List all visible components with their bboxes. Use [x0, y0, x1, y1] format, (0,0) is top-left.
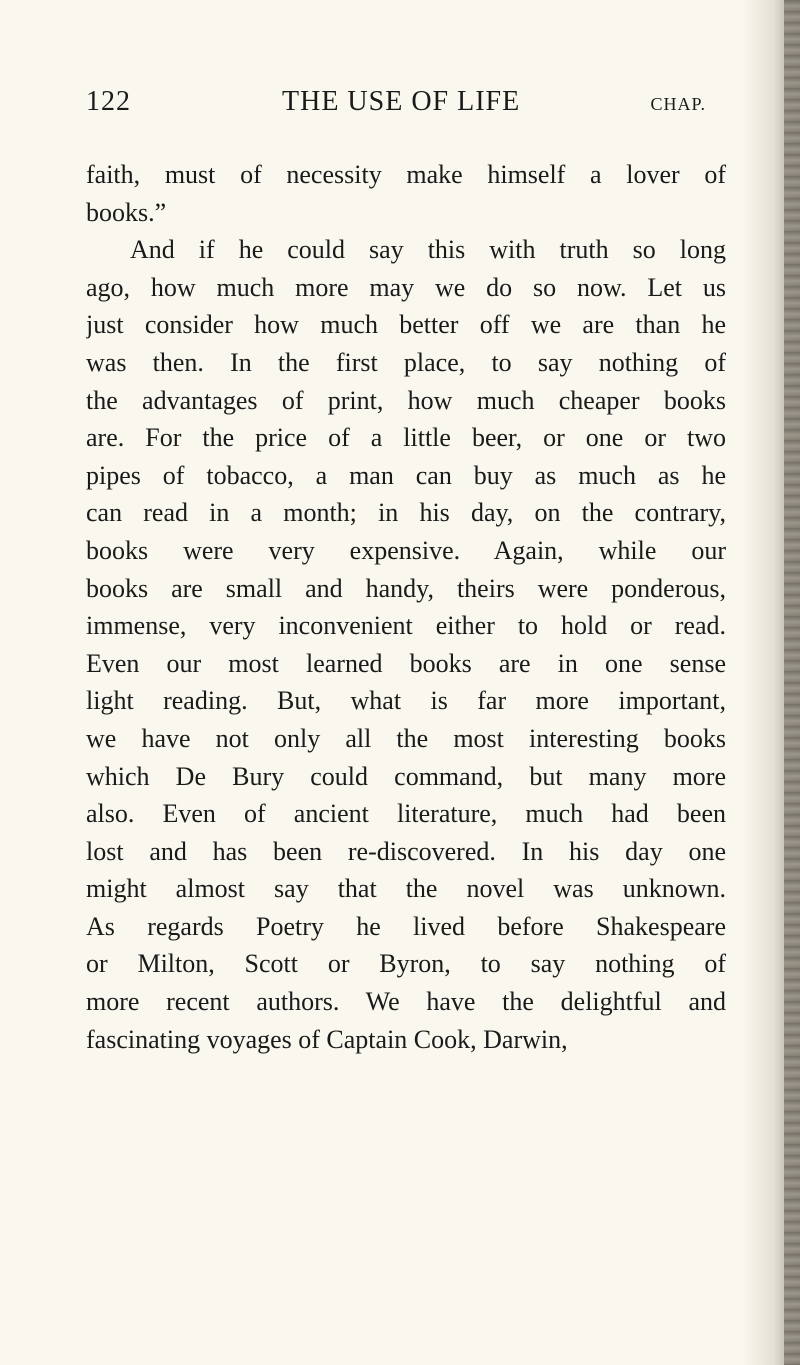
text-line: As regards Poetry he lived before Shakespeare	[86, 911, 726, 941]
text-line: which De Bury could command, but many more	[86, 761, 726, 791]
text-line: lost and has been re-discovered. In his day one	[86, 836, 726, 866]
text-line: pipes of tobacco, a man can buy as much as he	[86, 460, 726, 490]
text-line: are. For the price of a little beer, or one or two	[86, 423, 726, 453]
text-line: or Milton, Scott or Byron, to say nothing of	[86, 949, 726, 979]
text-line: more recent authors. We have the delightful and	[86, 987, 726, 1017]
text-line: faith, must of necessity make himself a lover of	[86, 160, 726, 189]
text-line: also. Even of ancient literature, much had been	[86, 799, 726, 829]
text-line: can read in a month; in his day, on the contrary,	[86, 498, 726, 528]
text-line: And if he could say this with truth so long	[130, 235, 726, 265]
text-line: books were very expensive. Again, while our	[86, 535, 726, 565]
text-line: light reading. But, what is far more important,	[86, 686, 726, 716]
text-line: just consider how much better off we are than he	[86, 310, 726, 340]
text-line: the advantages of print, how much cheaper books	[86, 385, 726, 415]
text-line: fascinating voyages of Captain Cook, Darwin,	[86, 1024, 568, 1054]
text-line: books are small and handy, theirs were ponderous,	[86, 573, 726, 603]
text-line: Even our most learned books are in one sense	[86, 648, 726, 678]
page-header	[86, 86, 706, 126]
running-title: THE USE OF LIFE	[282, 86, 521, 117]
text-line: ago, how much more may we do so now. Let us	[86, 272, 726, 302]
page-number: 122	[86, 86, 131, 117]
text-line: was then. In the first place, to say nothing of	[86, 347, 726, 377]
section-label: CHAP.	[650, 94, 706, 114]
text-line: books.”	[86, 197, 167, 227]
text-line: we have not only all the most interesting books	[86, 723, 726, 753]
body-text	[86, 156, 726, 1058]
text-line: immense, very inconvenient either to hold or read.	[86, 611, 726, 641]
text-line: might almost say that the novel was unknown.	[86, 874, 726, 904]
page-edge-texture	[784, 0, 800, 1365]
